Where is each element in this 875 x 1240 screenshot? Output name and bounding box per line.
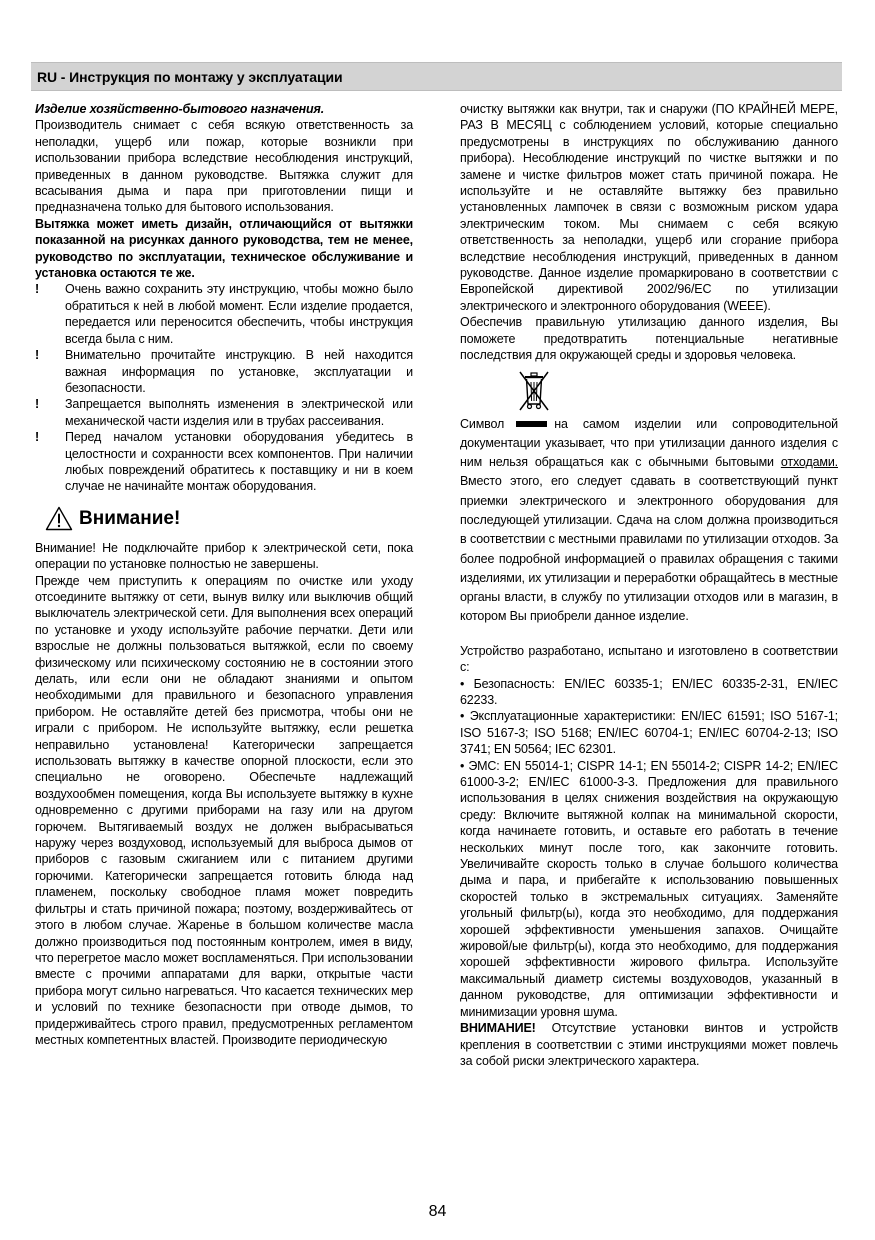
list-item-text: Внимательно прочитайте инструкцию. В ней находится важная информация по установке, эксплуатации и безопасности.	[65, 348, 413, 395]
section-header	[31, 62, 842, 91]
standard-item: • Эксплуатационные характеристики: EN/IEC 61591; ISO 5167-1; ISO 5167-3; ISO 5168; EN/IEC 60704-1; EN/IEC 60704-2-13; ISO 3741; EN 50564; IEC 62301.	[460, 709, 838, 757]
weee-text: Обеспечив правильную утилизацию данного изделия, Вы поможете предотвратить потенциальные негативные последствия для окружающей среды и здоровья человека.	[460, 315, 838, 363]
page-number: 84	[428, 1203, 447, 1220]
exclamation-icon: !	[35, 397, 40, 412]
black-bar-icon	[516, 421, 547, 427]
warning-triangle-icon	[45, 506, 73, 531]
exclamation-icon: !	[35, 282, 40, 297]
symbol-underlined: отходами.	[780, 455, 838, 470]
section-title: RU - Инструкция по монтажу у эксплуатации	[37, 69, 343, 85]
design-note: Вытяжка может иметь дизайн, отличающийся от вытяжки показанной на рисунках данного руководства, тем не менее, руководство по эксплуатации, техническое обслуживание и установка остаются те же.	[35, 216, 413, 281]
exclamation-icon: !	[35, 348, 40, 363]
list-item-text: Запрещается выполнять изменения в электрической или механической части изделия или в трубах рассеивания.	[65, 397, 413, 428]
crossed-out-bin-icon	[514, 368, 554, 412]
final-label: ВНИМАНИЕ!	[460, 1021, 536, 1036]
list-item-text: Очень важно сохранить эту инструкцию, чтобы можно было обратиться к ней в любой момент. Если изделие продается, передается или переносится обеспечить, чтобы инструкция всегда была с ним.	[65, 282, 413, 346]
final-warning	[460, 1020, 838, 1069]
continued-text: очистку вытяжки как внутри, так и снаружи (ПО КРАЙНЕЙ МЕРЕ, РАЗ В МЕСЯЦ с соблюдением условий, которые специально предусмотрены в инструкциях по обслуживанию данного прибора). Несоблюдение инструкций по чистке вытяжки и по замене и чистке фильтров может стать причиной пожара. Не используйте и не оставляйте вытяжку без правильно установленных лампочек в связи с возможным риском удара электрическим током. Мы снимаем с себя всякую ответственность за неполадки, ущерб или сгорание прибора вследствие несоблюдения инструкций, приведенных в данном руководстве. Данное изделие промаркировано в соответствии с Европейской директивой 2002/96/EC по утилизации электрического и электронного оборудования (WEEE).	[460, 102, 838, 313]
warning-text: Прежде чем приступить к операциям по очистке или уходу отсоедините вытяжку от сети, вынув вилку или выключив общий выключатель электрической сети. Для выполнения всех операций по установке и уходу используйте рабочие перчатки. Дети или взрослые не должны пользоваться вытяжкой, если по своему физическому или психическому состоянию не в состоянии этого делать, или если они не обладают знаниями и опытом необходимыми для правильного и безопасного управления прибором. Не оставляйте детей без присмотра, чтобы они не играли с прибором. Не используйте вытяжку, если решетка неправильно установлена! Категорически запрещается использовать вытяжку в качестве опорной плоскости, если это специально не оговорено. Обеспечьте надлежащий воздухообмен помещения, когда Вы используете вытяжку в кухне одновременно с другими приборами на газу или на другом горючем. Вытягиваемый воздух не должен выбрасываться наружу через воздуховод, используемый для выброса дымов от приборов с газовым сжиганием или с питанием другими горючими. Категорически запрещается готовить блюда над пламенем, поскольку свободное пламя может повредить фильтры и стать причиной пожара; поэтому, воздерживайтесь от этого в любом случае. Жаренье в большом количестве масла должно производиться под постоянным контролем, имея в виду, что перегретое масло может воспламеняться. При использовании вместе с прочими аппаратами для варки, открытые части прибора могут сильно нагреваться. Что касается технических мер и условий по технике безопасности при отводе дымов, то придерживайтесь строго правил, предусмотренных регламентом местных компетентных властей. Производите периодическую	[35, 573, 413, 1047]
exclamation-icon: !	[35, 430, 40, 445]
list-item	[35, 429, 413, 495]
list-item	[35, 281, 413, 347]
symbol-word: Символ	[460, 416, 505, 431]
important-list	[35, 281, 413, 494]
standard-item: • ЭМС: EN 55014-1; CISPR 14-1; EN 55014-2; CISPR 14-2; EN/IEC 61000-3-2; EN/IEC 61000-3-3. Предложения для правильного использования в целях снижения воздействия на окружающую среду: Включите вытяжной колпак на минимальной скорости, когда начинаете готовить, и оставьте его работать в течение нескольких минут после того, как закончите готовить. Увеличивайте скорость только в случае большого количества дыма и пара, и прибегайте к использованию повышенных скоростей только в экстремальных ситуациях. Заменяйте угольный фильтр(ы), когда это необходимо, для поддержания хорошей эффективности уменьшения запахов. Очищайте жировой/ые фильтр(ы), когда это необходимо, для поддержания хорошей эффективности жирового фильтра. Используйте максимальный диаметр системы воздуховодов, указанный в данном руководстве, для оптимизации эффективности и минимизации уровня шума.	[460, 758, 838, 1019]
intro-heading: Изделие хозяйственно-бытового назначения.	[35, 102, 325, 116]
warning-title: Внимание!	[79, 507, 181, 529]
weee-symbol	[460, 368, 838, 412]
symbol-text-cont: Вместо этого, его следует сдавать в соответствующий пункт приемки электрического и электронного оборудования для последующей утилизации. Сдача на слом должна производиться в соответствии с местными правилами по утилизации отходов. За более подробной информацией о правилах обращения с такими изделиями, их утилизации и переработки обращайтесь в местные органы власти, в службу по утилизации отходов или в магазин, в котором Вы приобрели данное изделие.	[460, 474, 838, 624]
final-text: Отсутствие установки винтов и устройств крепления в соответствии с этими инструкциями может повлечь за собой риски электрического характера.	[460, 1021, 838, 1068]
left-column	[35, 101, 413, 1048]
intro-text: Производитель снимает с себя всякую ответственность за неполадки, ущерб или пожар, которые возникли при использовании прибора вследствие несоблюдения инструкций, приведенных в данном руководстве. Вытяжка служит для всасывания дыма и пара при приготовлении пищи и предназначена только для бытового использования.	[35, 118, 413, 215]
warning-heading	[45, 502, 413, 536]
design-intro: Устройство разработано, испытано и изготовлено в соответствии с:	[460, 643, 838, 675]
list-item	[35, 396, 413, 429]
list-item-text: Перед началом установки оборудования убедитесь в целостности и сохранности всех компонентов. При наличии любых повреждений обратитесь к поставщику и ни в коем случае не начинайте монтаж оборудования.	[65, 430, 413, 494]
standard-item: • Безопасность: EN/IEC 60335-1; EN/IEC 60335-2-31, EN/IEC 62233.	[460, 676, 838, 707]
warning-text: Внимание! Не подключайте прибор к электрической сети, пока операции по установке полностью не завершены.	[35, 540, 413, 572]
symbol-paragraph	[460, 415, 838, 627]
spacer	[460, 627, 838, 643]
list-item	[35, 347, 413, 396]
right-column	[460, 101, 838, 1069]
symbol-text: на самом изделии или сопроводительной документации указывает, что при утилизации данного изделия с ним нельзя обращаться как с обычными бытовыми	[460, 416, 838, 470]
